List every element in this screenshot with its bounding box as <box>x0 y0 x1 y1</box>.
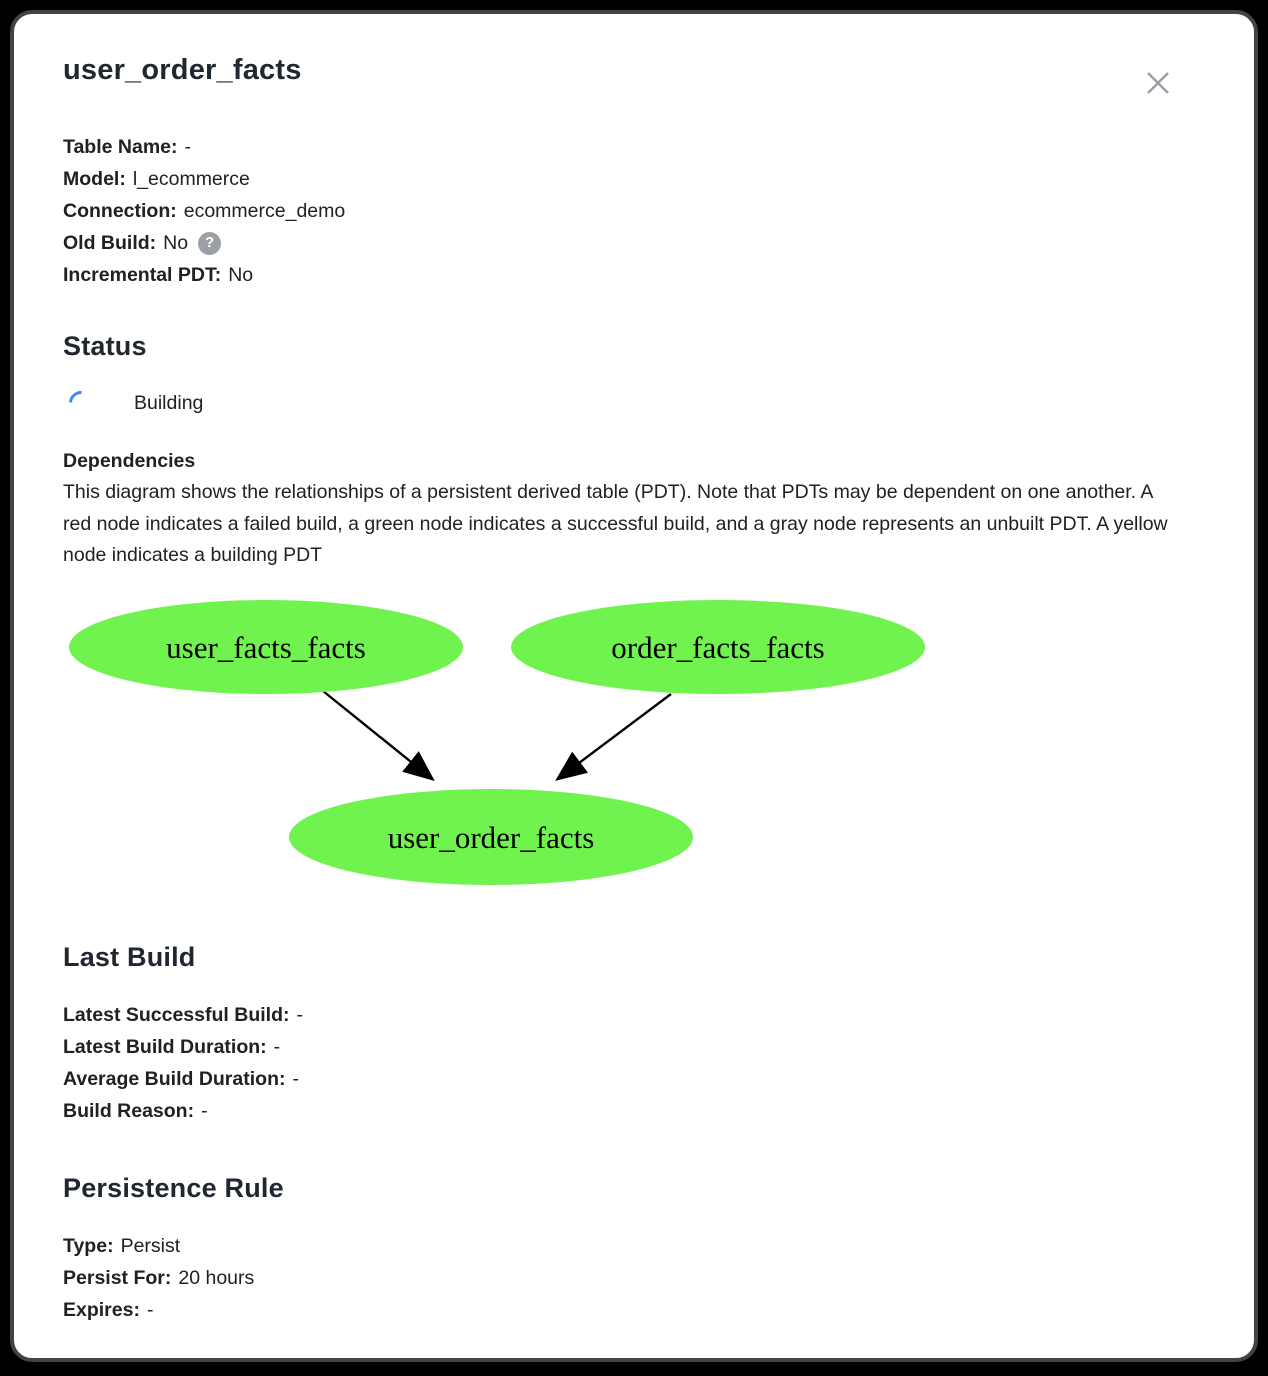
edge-order-facts-to-user-order <box>559 694 671 778</box>
help-icon[interactable]: ? <box>198 232 221 255</box>
model-label: Model: <box>63 168 126 190</box>
old-build-label: Old Build: <box>63 232 157 254</box>
node-user-order-facts <box>289 789 693 885</box>
model-row <box>63 163 1184 195</box>
modal-content <box>14 14 1254 1358</box>
expires-value: - <box>146 1298 154 1321</box>
latest-build-duration-value: - <box>273 1035 281 1058</box>
type-row <box>63 1230 1184 1262</box>
persist-for-label: Persist For: <box>63 1266 172 1289</box>
node-user-facts-facts <box>69 600 463 694</box>
table-name-value: - <box>184 136 192 158</box>
type-label: Type: <box>63 1234 114 1257</box>
connection-label: Connection: <box>63 200 177 222</box>
status-value: Building <box>134 391 204 414</box>
model-value: l_ecommerce <box>132 168 250 190</box>
average-build-duration-label: Average Build Duration: <box>63 1067 286 1090</box>
dependencies-label: Dependencies <box>63 450 196 472</box>
last-build-heading: Last Build <box>63 941 196 972</box>
old-build-value: No <box>163 232 189 254</box>
node-order-facts-facts <box>511 600 925 694</box>
persist-for-value: 20 hours <box>178 1266 255 1289</box>
incremental-pdt-value: No <box>228 264 254 286</box>
building-spinner-icon <box>64 386 98 420</box>
last-build-list <box>63 999 1184 1127</box>
build-reason-label: Build Reason: <box>63 1099 195 1122</box>
edge-user-facts-to-user-order <box>323 691 431 778</box>
expires-row <box>63 1294 1184 1326</box>
connection-value: ecommerce_demo <box>183 200 346 222</box>
latest-build-duration-label: Latest Build Duration: <box>63 1035 267 1058</box>
page-title: user_order_facts <box>63 54 302 86</box>
metadata-list <box>63 131 1184 291</box>
average-build-duration-value: - <box>292 1067 299 1090</box>
connection-row <box>63 195 1184 227</box>
close-button[interactable] <box>1140 66 1176 102</box>
persistence-rule-heading: Persistence Rule <box>63 1172 284 1203</box>
build-reason-row <box>63 1095 1184 1127</box>
persist-for-row <box>63 1262 1184 1294</box>
latest-successful-build-row <box>63 999 1184 1031</box>
node-user-facts-facts-label: user_facts_facts <box>166 629 366 665</box>
node-user-order-facts-label: user_order_facts <box>387 819 595 855</box>
pdt-detail-modal <box>10 10 1258 1362</box>
table-name-row <box>63 131 1184 163</box>
latest-successful-build-label: Latest Successful Build: <box>63 1003 290 1026</box>
status-heading: Status <box>63 331 147 361</box>
build-reason-value: - <box>201 1099 208 1122</box>
node-order-facts-facts-label: order_facts_facts <box>611 629 825 665</box>
status-row <box>63 388 1184 418</box>
average-build-duration-row <box>63 1063 1184 1095</box>
old-build-row <box>63 227 1184 259</box>
table-name-label: Table Name: <box>63 136 178 158</box>
dependency-diagram <box>65 590 945 890</box>
close-icon <box>1143 68 1173 101</box>
dependencies-description: This diagram shows the relationships of a persistent derived table (PDT). Note that PDTs may be dependent on one another. A red node indicates a failed build, a green node indicates a successful build, and a gray node represents an unbuilt PDT. A yellow node indicates a building PDT <box>63 481 1168 566</box>
incremental-pdt-row <box>63 259 1184 291</box>
latest-successful-build-value: - <box>296 1003 303 1026</box>
persistence-rule-list <box>63 1230 1184 1326</box>
expires-label: Expires: <box>63 1298 140 1321</box>
type-value: Persist <box>120 1234 181 1257</box>
incremental-pdt-label: Incremental PDT: <box>63 264 222 286</box>
latest-build-duration-row <box>63 1031 1184 1063</box>
